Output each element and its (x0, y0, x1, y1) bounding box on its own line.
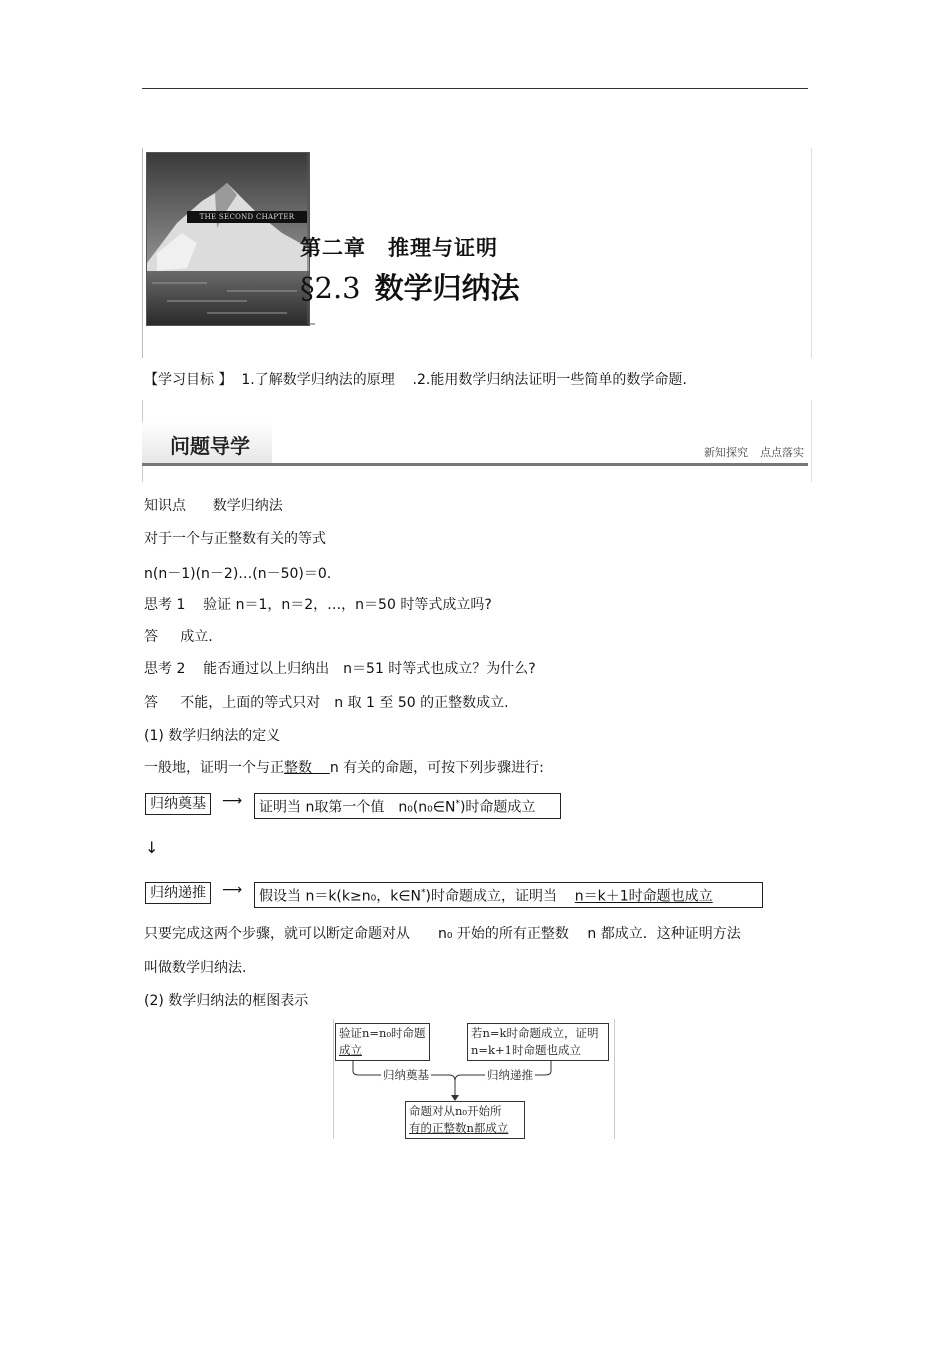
think-1 (144, 594, 492, 614)
chapter-tag: THE SECOND CHAPTER (187, 211, 307, 223)
header-rule (142, 463, 808, 466)
flow-diagram (333, 1019, 615, 1139)
step-1-label-box: 归纳奠基 (145, 793, 211, 815)
section-number: §2.3 (300, 271, 361, 305)
answer-1-text: 成立. (180, 629, 213, 645)
definition-intro-b: n 有关的命题，可按下列步骤进行: (329, 760, 544, 776)
flow-box-induction-line-1: 若n=k时命题成立，证明 (471, 1026, 599, 1040)
learning-objectives (144, 369, 687, 389)
equation: n(n－1)(n－2)…(n－50)＝0. (144, 566, 332, 582)
definition-intro-a: 一般地，证明一个与正 (144, 760, 284, 776)
section-header (142, 400, 812, 482)
step-1-text: 证明当 n取第一个值 n₀(n₀∈N (259, 799, 456, 816)
step-2-box (254, 882, 763, 908)
header-tags (692, 444, 804, 460)
flow-label-base: 归纳奠基 (383, 1068, 429, 1082)
flow-box-conclusion-line-2: 有的正整数n都成立 (409, 1121, 509, 1135)
chapter-banner (142, 148, 812, 358)
iceberg-photo (146, 152, 310, 326)
think-2 (144, 658, 536, 678)
step-1-star: * (455, 799, 460, 809)
section-title (300, 266, 520, 307)
step-2-star: * (421, 888, 426, 898)
objectives-label: 【学习目标 】 (144, 372, 233, 388)
step-2-label-box: 归纳递推 (145, 882, 211, 904)
knowledge-point (144, 495, 283, 515)
header-right-border (811, 400, 812, 482)
answer-2 (144, 692, 509, 712)
flow-box-induction-line-2: n=k+1时命题也成立 (471, 1043, 581, 1057)
top-rule (142, 88, 808, 89)
step-1-close: )时命题成立 (459, 799, 536, 816)
step-2-text: 假设当 n＝k(k≥n₀，k∈N (259, 888, 421, 905)
header-tag-explore: 新知探究 (704, 446, 748, 459)
objective-1: 1.了解数学归纳法的原理 (241, 372, 395, 388)
flow-box-conclusion (405, 1101, 525, 1139)
flow-box-conclusion-line-1: 命题对从n₀开始所 (409, 1104, 502, 1118)
chapter-title: 第二章 推理与证明 (300, 236, 498, 260)
diagram-heading: (2) 数学归纳法的框图表示 (144, 993, 309, 1009)
answer-1 (144, 626, 213, 646)
intro-text: 对于一个与正整数有关的等式 (144, 531, 326, 547)
header-tag-practice: 点点落实 (760, 446, 804, 459)
think-1-label: 思考 1 (144, 597, 186, 613)
definition-intro-underlined: 整数 (284, 760, 312, 776)
banner-right-border (811, 148, 812, 358)
flow-box-base-line-1: 验证n=n₀时命题 (339, 1026, 426, 1040)
definition-intro (144, 757, 544, 777)
section-name: 数学归纳法 (374, 271, 520, 305)
answer-1-label: 答 (144, 629, 158, 645)
conclusion-line-1: 只要完成这两个步骤，就可以断定命题对从 n₀ 开始的所有正整数 n 都成立．这种证明方法 (144, 926, 741, 942)
step-2-end: n＝k＋1时命题也成立 (574, 888, 713, 905)
flow-box-base-line-2: 成立 (339, 1043, 362, 1057)
answer-2-label: 答 (144, 695, 158, 711)
think-1-text: 验证 n＝1，n＝2，…，n＝50 时等式成立吗? (203, 597, 492, 613)
flow-label-induction: 归纳递推 (487, 1068, 533, 1082)
step-1-arrow: ⟶ (222, 793, 243, 809)
down-arrow: ↓ (145, 838, 159, 857)
iceberg-illustration (147, 153, 309, 325)
think-2-label: 思考 2 (144, 661, 186, 677)
knowledge-label: 知识点 (144, 498, 186, 514)
definition-heading: (1) 数学归纳法的定义 (144, 728, 281, 744)
step-2-arrow: ⟶ (222, 882, 243, 898)
think-2-text: 能否通过以上归纳出 n＝51 时等式也成立？为什么? (203, 661, 536, 677)
banner-left-border (142, 148, 143, 358)
step-2-mid: )时命题成立，证明当 (425, 888, 557, 905)
answer-2-text: 不能，上面的等式只对 n 取 1 至 50 的正整数成立. (180, 695, 509, 711)
conclusion-line-2: 叫做数学归纳法. (144, 960, 247, 976)
section-header-title: 问题导学 (170, 434, 250, 458)
objective-2: .2.能用数学归纳法证明一些简单的数学命题. (412, 372, 687, 388)
step-1-box (254, 793, 561, 819)
definition-blank (312, 760, 330, 776)
knowledge-topic: 数学归纳法 (212, 498, 283, 514)
